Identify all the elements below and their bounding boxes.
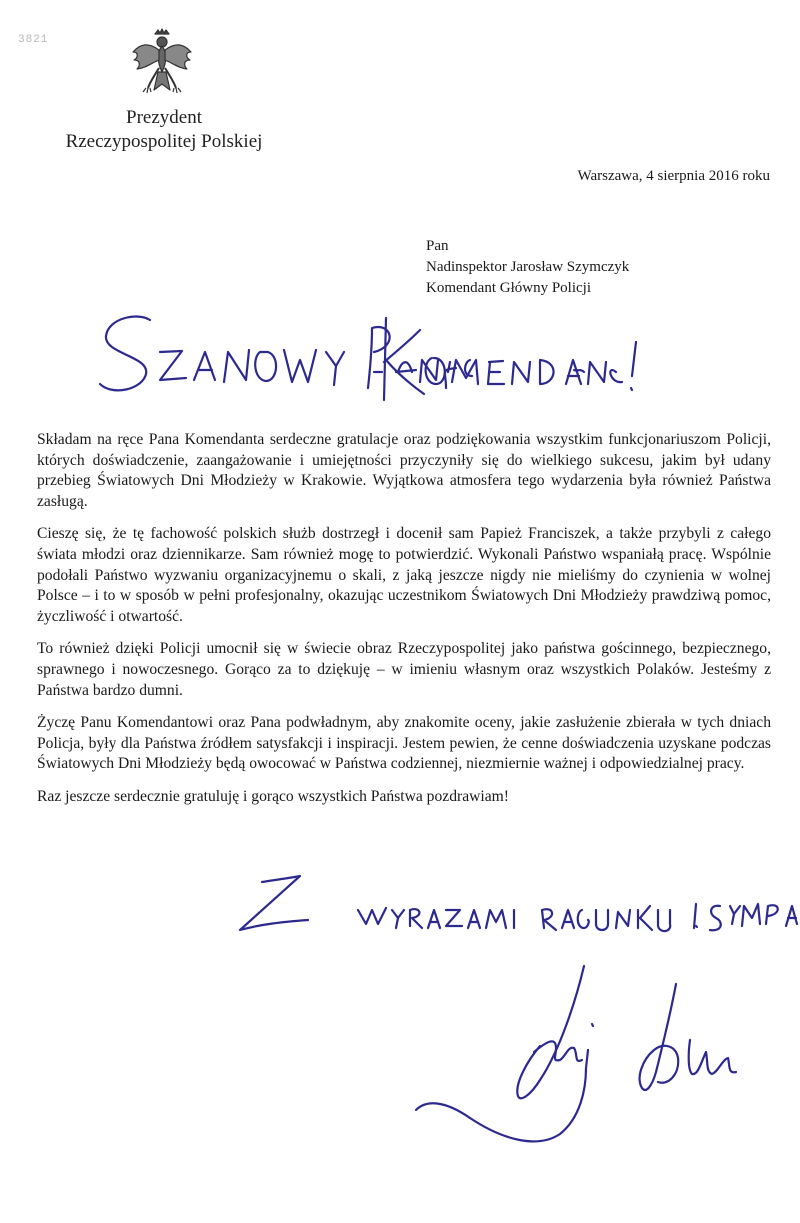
addressee-salutation: Pan bbox=[426, 238, 449, 254]
addressee-title: Komendant Główny Policji bbox=[426, 280, 591, 296]
addressee-name: Nadinspektor Jarosław Szymczyk bbox=[426, 259, 630, 275]
paragraph: Życzę Panu Komendantowi oraz Pana podwładnym, aby znakomite oceny, jakie zasłużenie zbierała w tych dniach Policja, były dla Państwa źródłem satysfakcji i inspiracji. Jestem pewien, że cenne doświadczenia uzyskane podczas Światowych Dni Młodzieży będą owocować w Państwa codziennej, niezmiernie ważnej i odpowiedzialnej pracy. bbox=[37, 714, 771, 773]
office-subtitle: Rzeczypospolitej Polskiej bbox=[65, 131, 263, 152]
paragraph: Składam na ręce Pana Komendanta serdeczne gratulacje oraz podziękowania wszystkim funkcjonariuszom Policji, których doświadczenie, zaangażowanie i umiejętności przyczyniły się do wielkiego sukcesu, jakim był udany przebieg Światowych Dni Młodzieży w Krakowie. Wyjątkowa atmosfera tego wydarzenia była również Państwa zasługą. bbox=[37, 431, 771, 510]
paragraph: Cieszę się, że tę fachowość polskich służb dostrzegł i docenił sam Papież Franciszek, a także przybyli z całego świata młodzi oraz dziennikarze. Sam również mogę to potwierdzić. Wykonali Państwo wspaniałą pracę. Wspólnie podołali Państwo wyzwaniu organizacyjnemu o skali, z jaką jeszcze nigdy nie mieliśmy do czynienia w wolnej Polsce – i to w sposób w pełni profesjonalny, okazując uczestnikom Światowych Dni Młodzieży prawdziwą pomoc, życzliwość i otwartość. bbox=[37, 525, 771, 625]
paragraph: Raz jeszcze serdecznie gratuluję i gorąco wszystkich Państwa pozdrawiam! bbox=[37, 787, 509, 805]
letter-date: Warszawa, 4 sierpnia 2016 roku bbox=[577, 168, 770, 184]
paragraph: To również dzięki Policji umocnił się w świecie obraz Rzeczypospolitej jako państwa gościnnego, bezpiecznego, sprawnego i nowoczesnego. Gorąco za to dziękuję – w imieniu własnym oraz wszystkich Polaków. Jesteśmy z Państwa bardzo dumni. bbox=[37, 640, 771, 699]
office-title: Prezydent bbox=[126, 107, 202, 128]
registry-stamp: 3821 bbox=[18, 34, 49, 46]
